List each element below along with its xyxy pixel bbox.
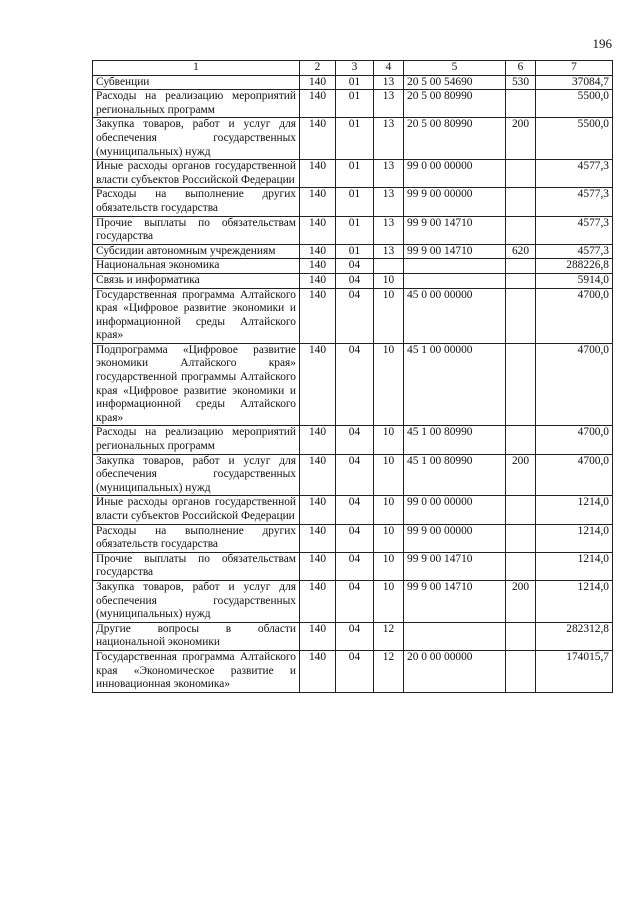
subsection-code-cell: 10 (374, 454, 404, 496)
target-item-cell: 20 0 00 00000 (404, 650, 506, 692)
page-number: 196 (592, 36, 612, 51)
row-name-cell: Закупка товаров, работ и услуг для обеспечения государственных (муниципальных) нужд (93, 580, 300, 622)
target-item-cell (404, 273, 506, 288)
ministry-code-cell: 140 (300, 118, 336, 160)
section-code-cell: 04 (336, 496, 374, 524)
amount-cell: 4700,0 (536, 288, 613, 343)
amount-cell: 5500,0 (536, 90, 613, 118)
table-row (93, 188, 613, 216)
section-code-cell: 04 (336, 650, 374, 692)
target-item-cell: 20 5 00 80990 (404, 118, 506, 160)
row-name-cell: Иные расходы органов государственной власти субъектов Российской Федерации (93, 496, 300, 524)
amount-cell: 5500,0 (536, 118, 613, 160)
ministry-code-cell: 140 (300, 188, 336, 216)
table-row (93, 118, 613, 160)
target-item-cell: 45 0 00 00000 (404, 288, 506, 343)
section-code-cell: 04 (336, 273, 374, 288)
expense-type-cell (506, 90, 536, 118)
amount-cell: 4700,0 (536, 454, 613, 496)
target-item-cell: 99 9 00 00000 (404, 524, 506, 552)
target-item-cell (404, 622, 506, 650)
expense-type-cell (506, 288, 536, 343)
subsection-code-cell: 10 (374, 496, 404, 524)
subsection-code-cell: 10 (374, 288, 404, 343)
ministry-code-cell: 140 (300, 650, 336, 692)
row-name-cell: Расходы на выполнение других обязательств государства (93, 188, 300, 216)
section-code-cell: 04 (336, 343, 374, 426)
table-row (93, 216, 613, 244)
subsection-code-cell: 13 (374, 90, 404, 118)
section-code-cell: 04 (336, 552, 374, 580)
expense-type-cell (506, 188, 536, 216)
subsection-code-cell: 13 (374, 244, 404, 259)
row-name-cell: Закупка товаров, работ и услуг для обеспечения государственных (муниципальных) нужд (93, 454, 300, 496)
table-row (93, 244, 613, 259)
header-col-3: 3 (336, 61, 374, 76)
amount-cell: 4577,3 (536, 160, 613, 188)
row-name-cell: Прочие выплаты по обязательствам государства (93, 216, 300, 244)
target-item-cell: 20 5 00 80990 (404, 90, 506, 118)
ministry-code-cell: 140 (300, 622, 336, 650)
amount-cell: 37084,7 (536, 75, 613, 90)
subsection-code-cell: 13 (374, 160, 404, 188)
table-row (93, 454, 613, 496)
ministry-code-cell: 140 (300, 216, 336, 244)
subsection-code-cell: 12 (374, 622, 404, 650)
expense-type-cell (506, 426, 536, 454)
table-row (93, 622, 613, 650)
amount-cell: 1214,0 (536, 524, 613, 552)
row-name-cell: Государственная программа Алтайского края «Цифровое развитие экономики и информационной среды Алтайского края» (93, 288, 300, 343)
ministry-code-cell: 140 (300, 259, 336, 274)
table-body (93, 75, 613, 692)
expense-type-cell: 620 (506, 244, 536, 259)
ministry-code-cell: 140 (300, 524, 336, 552)
row-name-cell: Связь и информатика (93, 273, 300, 288)
header-col-4: 4 (374, 61, 404, 76)
header-col-2: 2 (300, 61, 336, 76)
table-row (93, 580, 613, 622)
ministry-code-cell: 140 (300, 160, 336, 188)
target-item-cell (404, 259, 506, 274)
row-name-cell: Подпрограмма «Цифровое развитие экономики Алтайского края» государственной программы Алтайского края «Цифровое развитие экономики и информационной среды Алтайского края» (93, 343, 300, 426)
amount-cell: 282312,8 (536, 622, 613, 650)
row-name-cell: Государственная программа Алтайского края «Экономическое развитие и инновационная экономика» (93, 650, 300, 692)
ministry-code-cell: 140 (300, 343, 336, 426)
table-row (93, 75, 613, 90)
section-code-cell: 04 (336, 622, 374, 650)
header-col-6: 6 (506, 61, 536, 76)
target-item-cell: 99 0 00 00000 (404, 496, 506, 524)
subsection-code-cell: 13 (374, 188, 404, 216)
ministry-code-cell: 140 (300, 244, 336, 259)
section-code-cell: 01 (336, 188, 374, 216)
section-code-cell: 01 (336, 216, 374, 244)
target-item-cell: 99 9 00 00000 (404, 188, 506, 216)
expense-type-cell (506, 552, 536, 580)
expense-type-cell (506, 496, 536, 524)
subsection-code-cell: 13 (374, 75, 404, 90)
row-name-cell: Прочие выплаты по обязательствам государства (93, 552, 300, 580)
target-item-cell: 20 5 00 54690 (404, 75, 506, 90)
expense-type-cell (506, 524, 536, 552)
amount-cell: 288226,8 (536, 259, 613, 274)
row-name-cell: Национальная экономика (93, 259, 300, 274)
section-code-cell: 01 (336, 160, 374, 188)
amount-cell: 1214,0 (536, 552, 613, 580)
subsection-code-cell: 10 (374, 580, 404, 622)
header-col-1: 1 (93, 61, 300, 76)
ministry-code-cell: 140 (300, 288, 336, 343)
table-header (93, 61, 613, 76)
expense-type-cell (506, 160, 536, 188)
budget-table (92, 60, 613, 693)
section-code-cell: 01 (336, 90, 374, 118)
amount-cell: 174015,7 (536, 650, 613, 692)
table-row (93, 160, 613, 188)
expense-type-cell (506, 216, 536, 244)
header-col-5: 5 (404, 61, 506, 76)
table-row (93, 288, 613, 343)
amount-cell: 1214,0 (536, 496, 613, 524)
subsection-code-cell: 10 (374, 552, 404, 580)
ministry-code-cell: 140 (300, 273, 336, 288)
row-name-cell: Расходы на реализацию мероприятий региональных программ (93, 426, 300, 454)
table-row (93, 343, 613, 426)
row-name-cell: Другие вопросы в области национальной экономики (93, 622, 300, 650)
table-row (93, 496, 613, 524)
ministry-code-cell: 140 (300, 90, 336, 118)
subsection-code-cell: 12 (374, 650, 404, 692)
section-code-cell: 04 (336, 426, 374, 454)
row-name-cell: Субсидии автономным учреждениям (93, 244, 300, 259)
target-item-cell: 45 1 00 00000 (404, 343, 506, 426)
expense-type-cell (506, 622, 536, 650)
expense-type-cell: 200 (506, 118, 536, 160)
row-name-cell: Закупка товаров, работ и услуг для обеспечения государственных (муниципальных) нужд (93, 118, 300, 160)
target-item-cell: 99 9 00 14710 (404, 216, 506, 244)
amount-cell: 4577,3 (536, 188, 613, 216)
table-row (93, 259, 613, 274)
target-item-cell: 45 1 00 80990 (404, 454, 506, 496)
ministry-code-cell: 140 (300, 426, 336, 454)
subsection-code-cell: 10 (374, 343, 404, 426)
amount-cell: 4577,3 (536, 244, 613, 259)
header-row (93, 61, 613, 76)
section-code-cell: 01 (336, 75, 374, 90)
row-name-cell: Расходы на реализацию мероприятий региональных программ (93, 90, 300, 118)
table-row (93, 273, 613, 288)
ministry-code-cell: 140 (300, 552, 336, 580)
amount-cell: 1214,0 (536, 580, 613, 622)
target-item-cell: 99 9 00 14710 (404, 580, 506, 622)
ministry-code-cell: 140 (300, 75, 336, 90)
section-code-cell: 04 (336, 454, 374, 496)
subsection-code-cell: 10 (374, 426, 404, 454)
subsection-code-cell: 13 (374, 216, 404, 244)
subsection-code-cell: 10 (374, 524, 404, 552)
amount-cell: 4577,3 (536, 216, 613, 244)
amount-cell: 4700,0 (536, 343, 613, 426)
ministry-code-cell: 140 (300, 496, 336, 524)
row-name-cell: Расходы на выполнение других обязательств государства (93, 524, 300, 552)
expense-type-cell: 530 (506, 75, 536, 90)
row-name-cell: Субвенции (93, 75, 300, 90)
ministry-code-cell: 140 (300, 454, 336, 496)
expense-type-cell (506, 650, 536, 692)
section-code-cell: 04 (336, 580, 374, 622)
subsection-code-cell: 13 (374, 118, 404, 160)
expense-type-cell (506, 259, 536, 274)
table-row (93, 426, 613, 454)
target-item-cell: 99 9 00 14710 (404, 552, 506, 580)
section-code-cell: 04 (336, 524, 374, 552)
section-code-cell: 04 (336, 288, 374, 343)
table-row (93, 552, 613, 580)
table-row (93, 650, 613, 692)
target-item-cell: 99 9 00 14710 (404, 244, 506, 259)
amount-cell: 4700,0 (536, 426, 613, 454)
expense-type-cell: 200 (506, 580, 536, 622)
expense-type-cell (506, 273, 536, 288)
subsection-code-cell: 10 (374, 273, 404, 288)
table-row (93, 90, 613, 118)
amount-cell: 5914,0 (536, 273, 613, 288)
expense-type-cell: 200 (506, 454, 536, 496)
header-col-7: 7 (536, 61, 613, 76)
row-name-cell: Иные расходы органов государственной власти субъектов Российской Федерации (93, 160, 300, 188)
ministry-code-cell: 140 (300, 580, 336, 622)
expense-type-cell (506, 343, 536, 426)
section-code-cell: 01 (336, 244, 374, 259)
table-row (93, 524, 613, 552)
target-item-cell: 45 1 00 80990 (404, 426, 506, 454)
section-code-cell: 01 (336, 118, 374, 160)
section-code-cell: 04 (336, 259, 374, 274)
target-item-cell: 99 0 00 00000 (404, 160, 506, 188)
subsection-code-cell (374, 259, 404, 274)
